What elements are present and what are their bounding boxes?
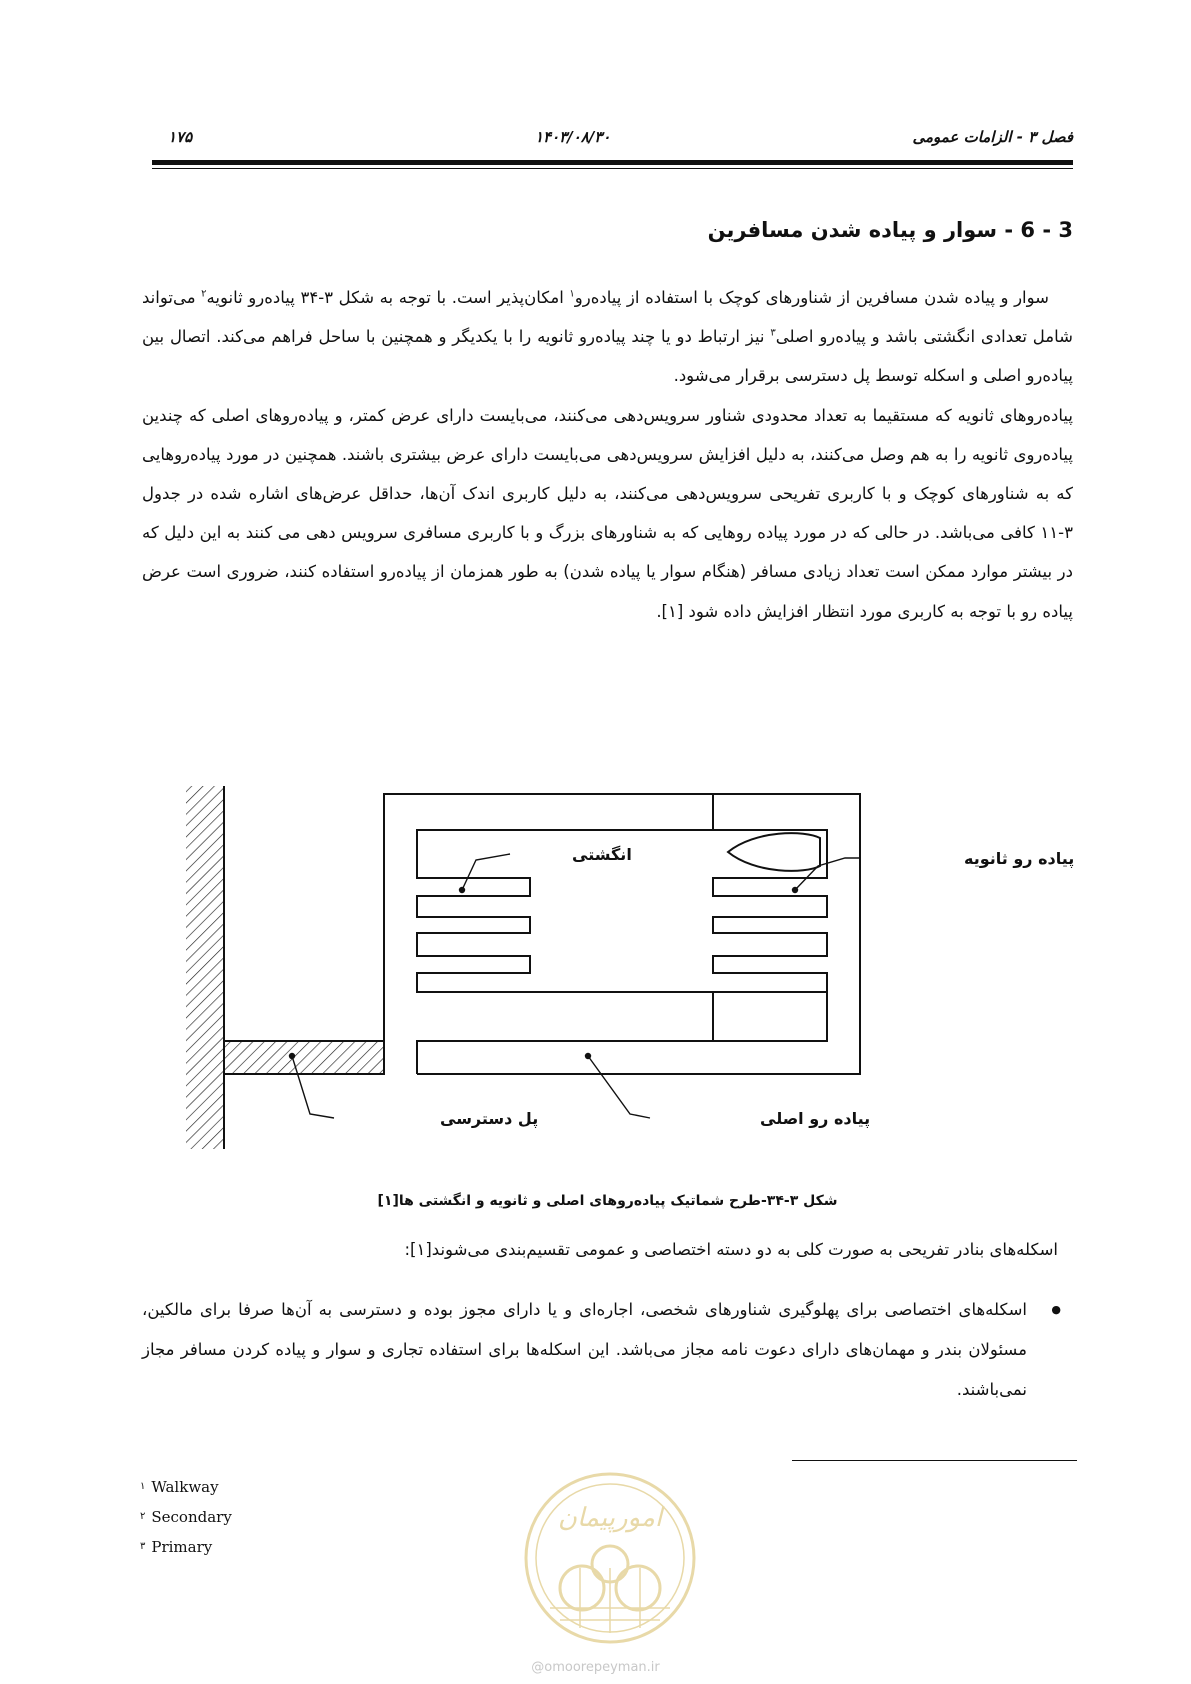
footnote-item: $^۳$ Primary [140,1538,213,1556]
header-page-number: ۱۷۵ [168,128,193,146]
footnote-ref-3: ۳ [770,327,776,339]
header-rule-thick [152,160,1073,165]
footnote-item: $^۱$ Walkway [140,1478,219,1496]
leader-primary [585,1053,650,1118]
classification-intro: اسکله‌های بنادر تفریحی به صورت کلی به دو دسته اختصاصی و عمومی تقسیم‌بندی می‌شوند[۱]: [404,1240,1058,1259]
leader-secondary [792,858,860,893]
paragraph-1: سوار و پیاده شدن مسافرین از شناورهای کوچک با استفاده از پیاده‌رو$^۱$ امکان‌پذیر است. با توجه به شکل ۳-۳۴ پیاده‌رو ثانویه$^۲$ می‌تواند شامل تعدادی انگشتی باشد و پیاده‌رو اصلی$^۳$ نیز ارتباط دو یا چند پیاده‌رو ثانویه را با یکدیگر و همچنین با ساحل فراهم می‌کند. اتصال بین پیاده‌رو اصلی و اسکله توسط پل دسترسی برقرار می‌شود. [142,288,1073,386]
label-finger: انگشتی [572,845,632,864]
body-text [142,278,1073,631]
footnote-rule [792,1460,1077,1461]
figure-caption: شکل ۳-۳۴-طرح شماتیک پیاده‌روهای اصلی و ثانویه و انگشتی ها[۱] [377,1193,838,1209]
label-primary-walkway: پیاده رو اصلی [760,1109,871,1128]
footnote-ref-1: ۱ [569,288,575,300]
access-bridge [224,1041,384,1074]
boat-icon [728,833,820,871]
walkway-schematic-figure [180,786,1075,1156]
bullet-list [142,1290,1073,1410]
section-heading: 3 - 6 - سوار و پیاده شدن مسافرین [707,218,1073,242]
watermark-seal-icon [520,1468,700,1648]
label-secondary-walkway: پیاده رو ثانویه [964,849,1075,868]
footnotes [140,1472,232,1562]
label-access-bridge: پل دسترسی [440,1109,539,1128]
header-date: ۱۴۰۳/۰۸/۳۰ [535,128,611,146]
leader-finger [459,854,510,893]
left-dock-outline [384,794,713,1074]
header-rule-thin [152,168,1073,169]
shore-hatching [186,786,224,1149]
paragraph-2: پیاده‌روهای ثانویه که مستقیما به تعداد محدودی شناور سرویس‌دهی می‌کنند، می‌بایست دارای عرض کمتر، و پیاده‌روهای اصلی که چندین پیاده‌روی ثانویه را به هم وصل می‌کنند، به دلیل افزایش سرویس‌دهی می‌بایست دارای عرض بیشتری باشند. همچنین در مورد پیاده‌روهایی که به شناورهای کوچک و با کاربری تفریحی سرویس‌دهی می‌کنند، به دلیل کاربری اندک آن‌ها، حداقل عرض‌های اشاره شده در جدول ۳-۱۱ کافی می‌باشد. در حالی که در مورد پیاده روهایی که به شناورهای بزرگ و با کاربری مسافری سرویس دهی می کنند به این دلیل که در بیشتر موارد ممکن است تعداد زیادی مسافر (هنگام سوار یا پیاده شدن) به طور همزمان از پیاده‌رو استفاده کنند، ضروری است عرض پیاده رو با توجه به کاربری مورد انتظار افزایش داده شود [۱]. [142,405,1073,621]
watermark-logo-text: امورپیمان [557,1503,663,1533]
watermark-url: @omoorepeyman.ir [531,1660,660,1675]
list-item: ● اسکله‌های اختصاصی برای پهلوگیری شناورهای شخصی، اجاره‌ای و یا دارای مجوز بوده و دسترسی به آن‌ها صرفا برای مالکین، مسئولان بندر و مهمان‌های دارای دعوت نامه مجاز می‌باشد. این اسکله‌ها برای استفاده تجاری و سوار و پیاده کردن مسافر مجاز نمی‌باشند. [142,1290,1073,1410]
footnote-item: $^۲$ Secondary [140,1508,232,1526]
footnote-ref-2: ۲ [201,288,207,300]
header-chapter: فصل ۳ - الزامات عمومی [912,128,1073,146]
